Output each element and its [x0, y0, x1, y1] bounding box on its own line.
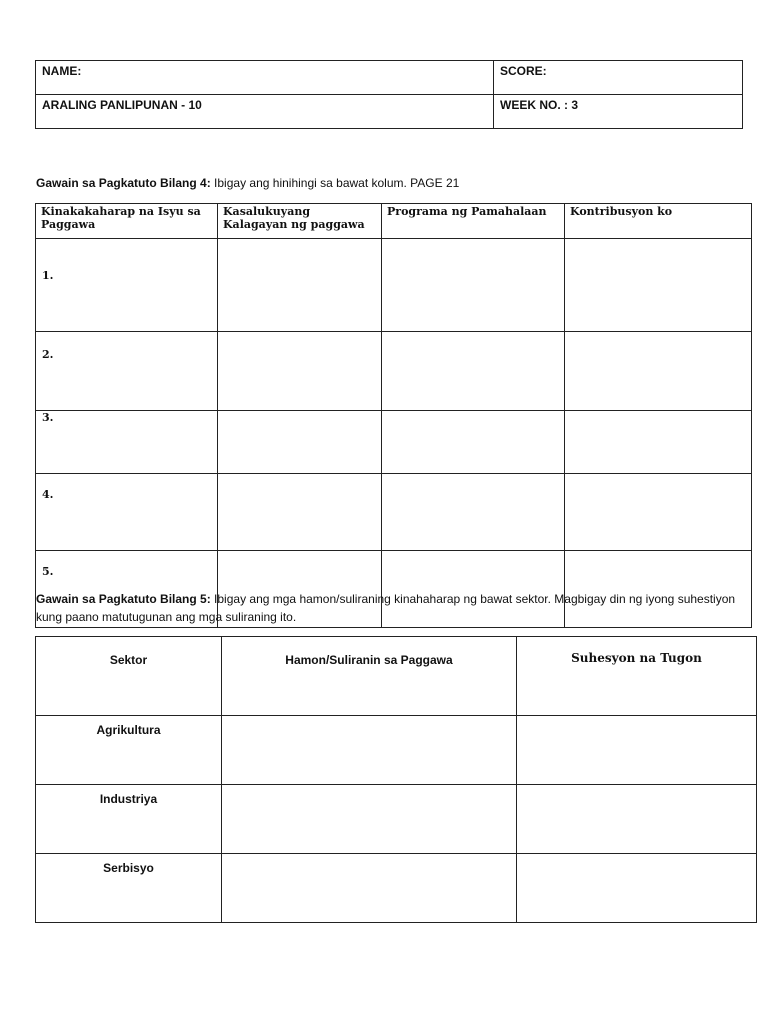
- col-header-isyu: Kinakakaharap na Isyu sa Paggawa: [36, 204, 218, 239]
- name-label: NAME:: [42, 64, 82, 78]
- answer-cell[interactable]: [222, 785, 517, 854]
- answer-cell[interactable]: [565, 474, 752, 551]
- answer-cell[interactable]: [517, 854, 757, 923]
- answer-cell[interactable]: [382, 411, 565, 474]
- table-row: [36, 785, 757, 854]
- sector-agrikultura: Agrikultura: [36, 716, 222, 785]
- header-table: [35, 60, 743, 129]
- col-header-sektor: Sektor: [36, 637, 222, 716]
- answer-cell[interactable]: [222, 716, 517, 785]
- activity4-instruction: [36, 174, 459, 192]
- answer-cell[interactable]: [382, 239, 565, 332]
- col-header-kalagayan: Kasalukuyang Kalagayan ng paggawa: [218, 204, 382, 239]
- table-row: [36, 332, 752, 411]
- subject-label: ARALING PANLIPUNAN - 10: [42, 98, 202, 112]
- score-label: SCORE:: [500, 64, 547, 78]
- name-field[interactable]: [36, 61, 494, 95]
- week-cell: [494, 95, 743, 129]
- answer-cell[interactable]: [218, 239, 382, 332]
- activity5-text: Ibigay ang mga hamon/suliraning kinahaharap ng bawat sektor. Magbigay din ng iyong suhestiyon kung paano matutugunan ang mga suliraning ito.: [36, 592, 736, 624]
- activity5-header-row: [36, 637, 757, 716]
- table-row: [36, 854, 757, 923]
- table-row: [36, 716, 757, 785]
- table-row: [36, 239, 752, 332]
- answer-cell[interactable]: [218, 411, 382, 474]
- activity4-text: Ibigay ang hinihingi sa bawat kolum. PAGE 21: [210, 176, 460, 190]
- answer-cell[interactable]: [218, 332, 382, 411]
- activity5-instruction: [36, 590, 736, 626]
- row-number[interactable]: 4.: [36, 474, 218, 551]
- sector-serbisyo: Serbisyo: [36, 854, 222, 923]
- week-label: WEEK NO. : 3: [500, 98, 579, 112]
- activity5-table: [35, 636, 757, 923]
- col-header-programa: Programa ng Pamahalaan: [382, 204, 565, 239]
- answer-cell[interactable]: [565, 239, 752, 332]
- answer-cell[interactable]: [565, 411, 752, 474]
- answer-cell[interactable]: [565, 332, 752, 411]
- score-field[interactable]: [494, 61, 743, 95]
- row-number[interactable]: 2.: [36, 332, 218, 411]
- activity4-title: Gawain sa Pagkatuto Bilang 4:: [36, 176, 211, 190]
- col-header-tugon: Suhesyon na Tugon: [517, 637, 757, 716]
- activity4-header-row: [36, 204, 752, 239]
- sector-industriya: Industriya: [36, 785, 222, 854]
- answer-cell[interactable]: [218, 474, 382, 551]
- row-number[interactable]: 5.: [36, 551, 218, 628]
- activity4-table: [35, 203, 752, 628]
- subject-cell: [36, 95, 494, 129]
- activity5-title: Gawain sa Pagkatuto Bilang 5:: [36, 592, 211, 606]
- col-header-hamon: Hamon/Suliranin sa Paggawa: [222, 637, 517, 716]
- col-header-kontribusyon: Kontribusyon ko: [565, 204, 752, 239]
- row-number[interactable]: 3.: [36, 411, 218, 474]
- row-number[interactable]: 1.: [36, 239, 218, 332]
- answer-cell[interactable]: [517, 785, 757, 854]
- answer-cell[interactable]: [382, 474, 565, 551]
- table-row: [36, 411, 752, 474]
- table-row: [36, 474, 752, 551]
- answer-cell[interactable]: [382, 332, 565, 411]
- answer-cell[interactable]: [517, 716, 757, 785]
- answer-cell[interactable]: [222, 854, 517, 923]
